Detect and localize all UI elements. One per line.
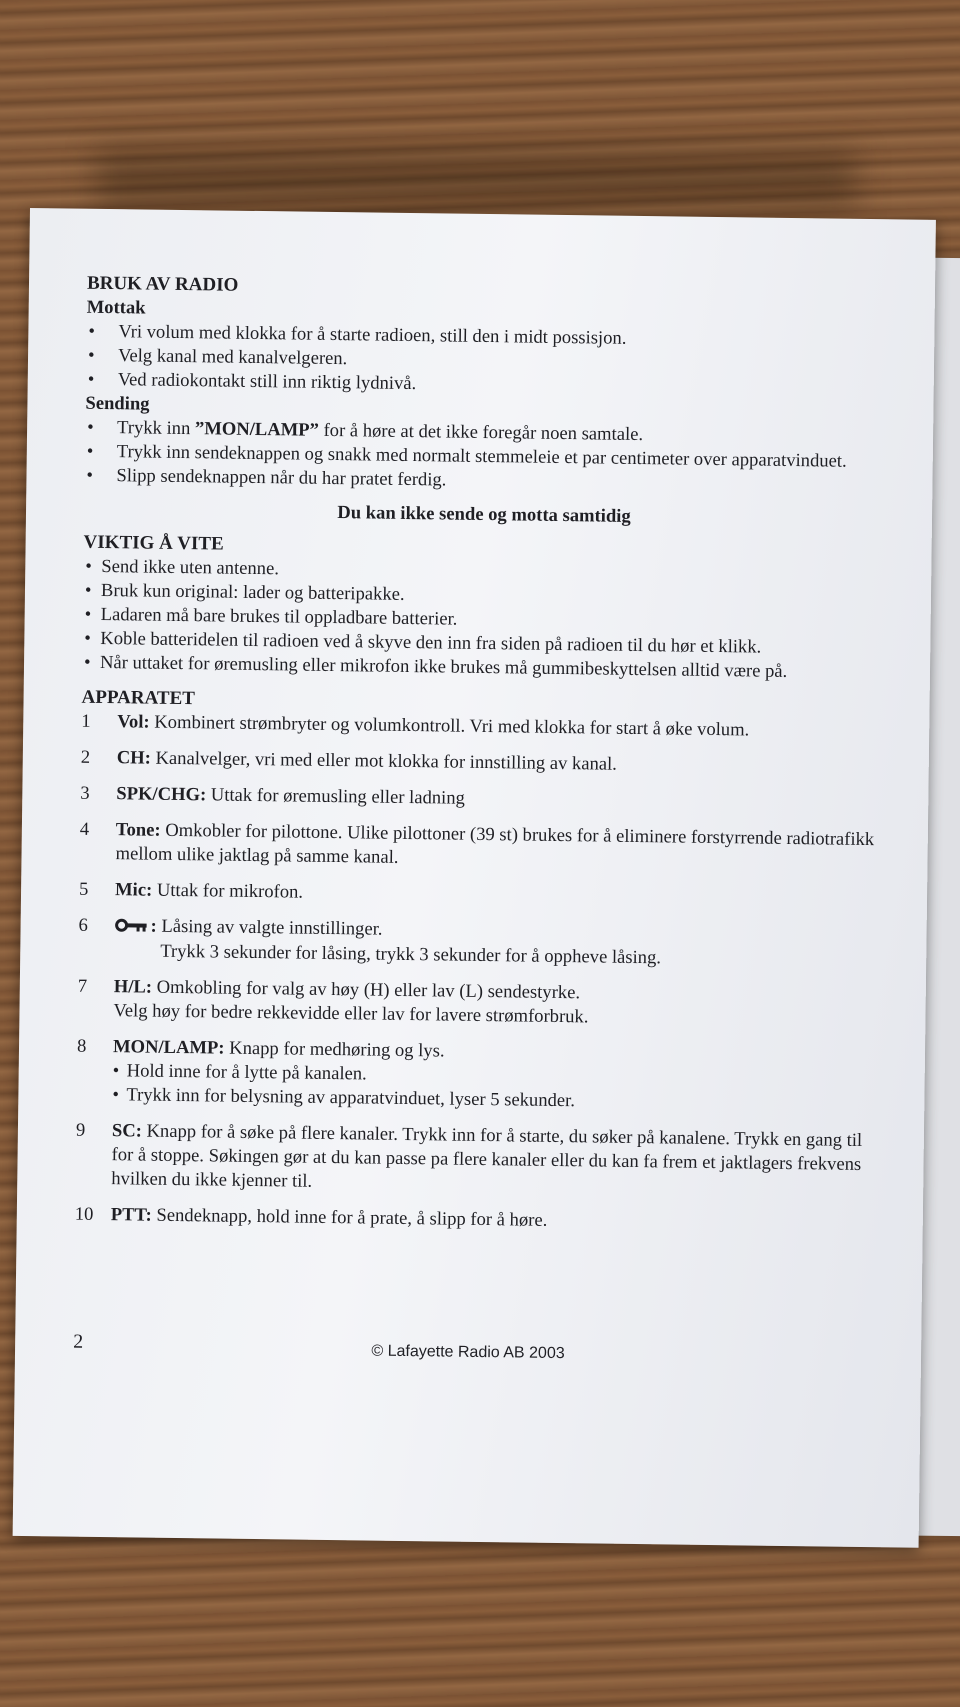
section-title: BRUK AV RADIO	[86, 272, 239, 296]
item-bullet: • Trykk inn for belysning av apparatvinduet, lyser 5 sekunder.	[112, 1083, 876, 1117]
apparatet-item	[79, 818, 880, 876]
item-term: Mic:	[114, 879, 153, 901]
item-text: Knapp for å søke på flere kanaler. Trykk inn for å starte, du søker på kanalene. Trykk en gang til for å stoppe. Søkingen gør at du kan passe pa flere kanaler eller du kan fa frem et jaktlagers frekvens hvilken du ikke kjenner til.	[111, 1120, 863, 1192]
copyright-text: © Lafayette Radio AB 2003	[371, 1342, 565, 1363]
item-number: 1	[81, 710, 91, 732]
list-item: • Slipp sendeknappen når du har pratet ferdig.	[84, 464, 884, 498]
item-term: CH:	[116, 747, 152, 769]
item-term: SPK/CHG:	[116, 783, 207, 806]
page-number: 2	[73, 1330, 84, 1353]
item-number: 5	[78, 878, 89, 900]
item-number: 7	[77, 975, 88, 997]
apparatet-item	[79, 878, 879, 912]
item-term: H/L:	[113, 975, 153, 998]
item-number: 2	[80, 746, 91, 768]
mottak-heading: Mottak	[86, 296, 146, 319]
apparatet-item	[75, 1202, 875, 1236]
list-item: • Trykk inn sendeknappen og snakk med normalt stemmeleie et par centimeter over apparatvinduet.	[85, 440, 885, 474]
item-number: 3	[80, 782, 90, 804]
viktig-heading: VIKTIG Å VITE	[83, 531, 224, 555]
list-item: • Trykk inn ”MON/LAMP” for å høre at det ikke foregår noen samtale.	[85, 416, 885, 450]
item-text: Låsing av valgte innstillinger.	[161, 915, 383, 940]
apparatet-item	[76, 1034, 877, 1116]
apparatet-heading: APPARATET	[81, 686, 196, 710]
item-text-line2: Velg høy for bedre rekkevidde eller lav for lavere strømforbruk.	[113, 999, 589, 1028]
item-text: Uttak for mikrofon.	[156, 879, 304, 903]
apparatet-item	[78, 914, 879, 973]
item-number: 6	[78, 914, 89, 936]
item-text: Kanalvelger, vri med eller mot klokka for innstilling av kanal.	[155, 747, 618, 775]
key-icon	[114, 915, 148, 939]
item-term: Tone:	[115, 819, 161, 841]
apparatet-item	[77, 974, 878, 1032]
item-term: SC:	[111, 1119, 143, 1142]
list-item: • Send ikke uten antenne.	[83, 555, 883, 589]
paper-shadow	[96, 150, 856, 210]
list-item: • Koble batteridelen til radioen ved å skyve den inn fra siden på radioen til du hør et klikk.	[82, 627, 882, 661]
viktig-list	[82, 555, 884, 685]
item-text: Omkobler for pilottone. Ulike pilottoner (39 st) brukes for å eliminere forstyrrende radiotrafikk mellom ulike jaktlag på samme kanal.	[115, 819, 875, 868]
list-item: • Ladaren må bare brukes til oppladbare batterier.	[83, 603, 883, 637]
item-text: Sendeknapp, hold inne for å prate, å slipp for å høre.	[156, 1204, 548, 1231]
item-term: Vol:	[117, 711, 150, 733]
mon-lamp-term: ”MON/LAMP”	[194, 418, 320, 441]
sending-list	[84, 416, 885, 498]
item-term: :	[150, 915, 157, 937]
item-bullet: • Hold inne for å lytte på kanalen.	[113, 1059, 877, 1093]
list-item: • Bruk kun original: lader og batteripakke.	[83, 579, 883, 613]
list-item: • Når uttaket for øremusling eller mikrofon ikke brukes må gummibeskyttelsen alltid være på.	[82, 651, 882, 685]
list-item: • Ved radiokontakt still inn riktig lydnivå.	[86, 368, 886, 402]
item-text: Uttak for øremusling eller ladning	[210, 784, 466, 809]
manual-page	[13, 208, 936, 1548]
notice-text: Du kan ikke sende og motta samtidig	[337, 502, 631, 527]
item-number: 9	[75, 1119, 86, 1141]
list-item: • Vri volum med klokka for å starte radioen, still den i midt possisjon.	[86, 320, 886, 354]
item-number: 8	[76, 1035, 87, 1057]
apparatet-item	[81, 746, 881, 780]
item-text-line2: Trykk 3 sekunder for låsing, trykk 3 sekunder for å oppheve låsing.	[160, 940, 662, 969]
item-term: MON/LAMP:	[112, 1035, 225, 1059]
list-item: • Velg kanal med kanalvelgeren.	[86, 344, 886, 378]
item-number: 4	[79, 818, 90, 840]
item-text: Kombinert strømbryter og volumkontroll. Vri med klokka for start å øke volum.	[154, 711, 750, 741]
apparatet-item	[75, 1118, 876, 1200]
apparatet-item	[80, 782, 880, 816]
sending-heading: Sending	[85, 392, 150, 415]
item-number: 10	[74, 1203, 94, 1225]
item-term: PTT:	[110, 1203, 152, 1226]
page-content	[75, 271, 888, 1249]
mottak-list	[86, 320, 887, 402]
item-text: Knapp for medhøring og lys.	[229, 1037, 445, 1062]
item-text: Omkobling for valg av høy (H) eller lav (L) sendestyrke.	[156, 976, 581, 1004]
